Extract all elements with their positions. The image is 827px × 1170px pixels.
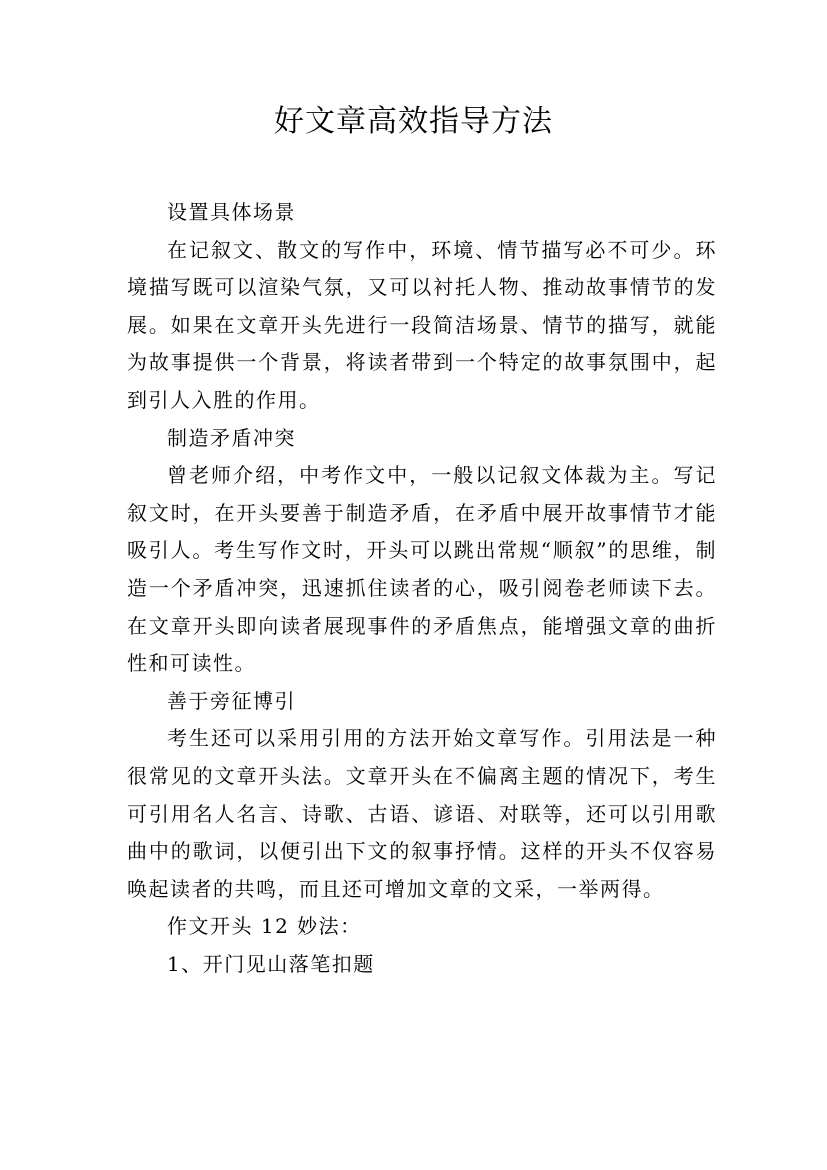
document-body xyxy=(127,194,717,983)
list-item-heading: 1、开门见山落笔扣题 xyxy=(167,951,375,976)
paragraph: 考生还可以采用引用的方法开始文章写作。引用法是一种很常见的文章开头法。文章开头在不偏离主题的情况下，考生可引用名人名言、诗歌、古语、谚语、对联等，还可以引用歌曲中的歌词，以便引出下文的叙事抒情。这样的开头不仅容易唤起读者的共鸣，而且还可增加文章的文采，一举两得。 xyxy=(127,726,717,901)
section-heading: 制造矛盾冲突 xyxy=(167,425,296,450)
section-heading: 善于旁征博引 xyxy=(167,688,296,713)
paragraph: 在记叙文、散文的写作中，环境、情节描写必不可少。环境描写既可以渲染气氛，又可以衬托人物、推动故事情节的发展。如果在文章开头先进行一段简洁场景、情节的描写，就能为故事提供一个背景，将读者带到一个特定的故事氛围中，起到引人入胜的作用。 xyxy=(127,237,717,412)
document-title: 好文章高效指导方法 xyxy=(274,104,553,139)
section-heading: 作文开头 12 妙法： xyxy=(167,914,362,939)
paragraph: 曾老师介绍，中考作文中，一般以记叙文体裁为主。写记叙文时，在开头要善于制造矛盾，在矛盾中展开故事情节才能吸引人。考生写作文时，开头可以跳出常规“顺叙”的思维，制造一个矛盾冲突，迅速抓住读者的心，吸引阅卷老师读下去。在文章开头即向读者展现事件的矛盾焦点，能增强文章的曲折性和可读性。 xyxy=(127,463,717,676)
section-heading: 设置具体场景 xyxy=(167,200,296,224)
